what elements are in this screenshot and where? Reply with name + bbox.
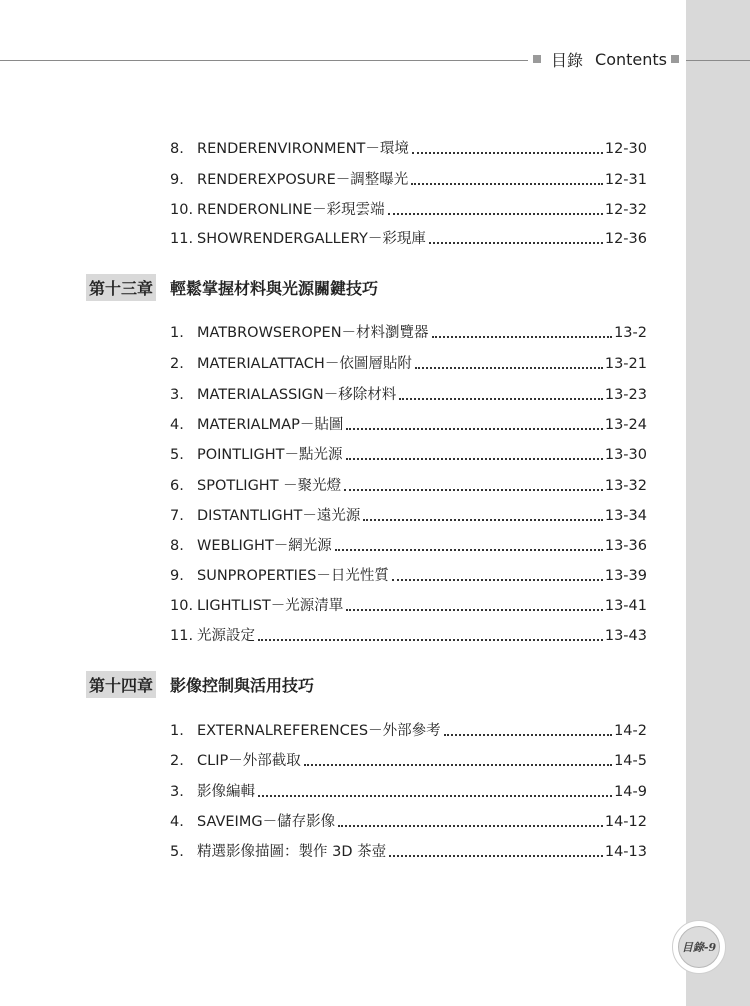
entry-page: 12-36 [604, 231, 647, 247]
entry-page: 13-39 [604, 568, 647, 584]
toc-entry[interactable] [170, 721, 647, 741]
entry-title: SUNPROPERTIES－日光性質 [197, 568, 389, 584]
entry-page: 13-23 [604, 387, 647, 403]
dot-leader [335, 549, 603, 551]
dot-leader [388, 213, 603, 215]
toc-entry[interactable] [170, 229, 647, 249]
entry-number: 9. [170, 172, 184, 188]
entry-page: 12-30 [604, 141, 647, 157]
dot-leader [338, 825, 603, 827]
page-number-badge [672, 920, 726, 974]
entry-page: 13-34 [604, 508, 647, 524]
entry-number: 1. [170, 723, 184, 739]
entry-number: 3. [170, 784, 184, 800]
entry-title: 精選影像描圖：製作 3D 茶壺 [197, 844, 387, 860]
entry-number: 5. [170, 447, 184, 463]
entry-title: RENDEREXPOSURE－調整曝光 [197, 172, 409, 188]
dot-leader [412, 152, 603, 154]
entry-number: 11. [170, 231, 194, 247]
toc-entry[interactable] [170, 812, 647, 832]
dot-leader [346, 428, 603, 430]
header-title-cn: 目錄 [551, 50, 584, 70]
entry-number: 11. [170, 628, 194, 644]
entry-number: 8. [170, 141, 184, 157]
entry-title: POINTLIGHT－點光源 [197, 447, 343, 463]
dot-leader [346, 458, 603, 460]
dot-leader [415, 367, 603, 369]
entry-title: 影像編輯 [197, 784, 255, 800]
entry-page: 13-43 [604, 628, 647, 644]
toc-entry[interactable] [170, 842, 647, 862]
entry-page: 12-31 [604, 172, 647, 188]
entry-page: 13-32 [604, 478, 647, 494]
toc-entry[interactable] [170, 751, 647, 771]
entry-title: EXTERNALREFERENCES－外部參考 [197, 723, 441, 739]
chapter-label: 第十三章 [86, 274, 156, 301]
toc-entry[interactable] [170, 385, 647, 405]
entry-title: MATERIALATTACH－依圖層貼附 [197, 356, 412, 372]
toc-entry[interactable] [170, 323, 647, 343]
dot-leader [346, 609, 603, 611]
entry-title: MATERIALMAP－貼圖 [197, 417, 344, 433]
entry-number: 4. [170, 814, 184, 830]
entry-title: SHOWRENDERGALLERY－彩現庫 [197, 231, 426, 247]
entry-title: MATERIALASSIGN－移除材料 [197, 387, 397, 403]
dot-leader [444, 734, 612, 736]
entry-number: 3. [170, 387, 184, 403]
entry-number: 5. [170, 844, 184, 860]
side-tab [686, 0, 750, 1006]
entry-number: 9. [170, 568, 184, 584]
dot-leader [304, 764, 612, 766]
entry-number: 10. [170, 598, 194, 614]
header-rule-left [0, 60, 528, 61]
entry-number: 4. [170, 417, 184, 433]
dot-leader [411, 183, 603, 185]
toc-entry[interactable] [170, 170, 647, 190]
entry-number: 2. [170, 753, 184, 769]
entry-page: 13-21 [604, 356, 647, 372]
toc-entry[interactable] [170, 596, 647, 616]
entry-page: 13-24 [604, 417, 647, 433]
entry-page: 14-9 [614, 784, 647, 800]
entry-page: 14-5 [614, 753, 647, 769]
entry-title: LIGHTLIST－光源清單 [197, 598, 344, 614]
toc-entry[interactable] [170, 626, 647, 646]
page-number-label: 目錄-9 [678, 926, 720, 968]
entry-page: 13-2 [614, 325, 647, 341]
header-rule-right [686, 60, 750, 61]
square-bullet-icon [671, 55, 679, 63]
chapter-heading[interactable] [86, 274, 378, 300]
chapter-heading[interactable] [86, 671, 314, 697]
entry-number: 1. [170, 325, 184, 341]
header-title-en: Contents [595, 49, 667, 69]
entry-title: CLIP－外部截取 [197, 753, 301, 769]
entry-title: DISTANTLIGHT－遠光源 [197, 508, 361, 524]
toc-entry[interactable] [170, 354, 647, 374]
toc-entry[interactable] [170, 200, 647, 220]
entry-page: 13-41 [604, 598, 647, 614]
entry-page: 14-13 [604, 844, 647, 860]
toc-entry[interactable] [170, 536, 647, 556]
entry-page: 12-32 [604, 202, 647, 218]
entry-number: 6. [170, 478, 184, 494]
toc-entry[interactable] [170, 566, 647, 586]
entry-page: 14-2 [614, 723, 647, 739]
toc-entry[interactable] [170, 415, 647, 435]
entry-title: 光源設定 [197, 628, 255, 644]
chapter-label: 第十四章 [86, 671, 156, 698]
entry-title: MATBROWSEROPEN－材料瀏覽器 [197, 325, 429, 341]
entry-number: 8. [170, 538, 184, 554]
entry-page: 14-12 [604, 814, 647, 830]
dot-leader [392, 579, 603, 581]
entry-page: 13-30 [604, 447, 647, 463]
toc-entry[interactable] [170, 782, 647, 802]
entry-page: 13-36 [604, 538, 647, 554]
dot-leader [363, 519, 603, 521]
entry-title: SPOTLIGHT －聚光燈 [197, 478, 342, 494]
chapter-title: 影像控制與活用技巧 [170, 675, 315, 695]
dot-leader [258, 795, 612, 797]
toc-entry[interactable] [170, 139, 647, 159]
entry-title: RENDERENVIRONMENT－環境 [197, 141, 409, 157]
entry-title: SAVEIMG－儲存影像 [197, 814, 336, 830]
dot-leader [344, 489, 603, 491]
entry-title: WEBLIGHT－網光源 [197, 538, 332, 554]
entry-number: 2. [170, 356, 184, 372]
page-header [531, 47, 681, 71]
square-bullet-icon [533, 55, 541, 63]
toc-entry[interactable] [170, 445, 647, 465]
dot-leader [389, 855, 603, 857]
toc-entry[interactable] [170, 506, 647, 526]
entry-number: 7. [170, 508, 184, 524]
toc-entry[interactable] [170, 476, 647, 496]
entry-number: 10. [170, 202, 194, 218]
dot-leader [429, 242, 603, 244]
dot-leader [258, 639, 603, 641]
dot-leader [399, 398, 603, 400]
dot-leader [432, 336, 613, 338]
entry-title: RENDERONLINE－彩現雲端 [197, 202, 385, 218]
chapter-title: 輕鬆掌握材料與光源關鍵技巧 [170, 278, 379, 298]
